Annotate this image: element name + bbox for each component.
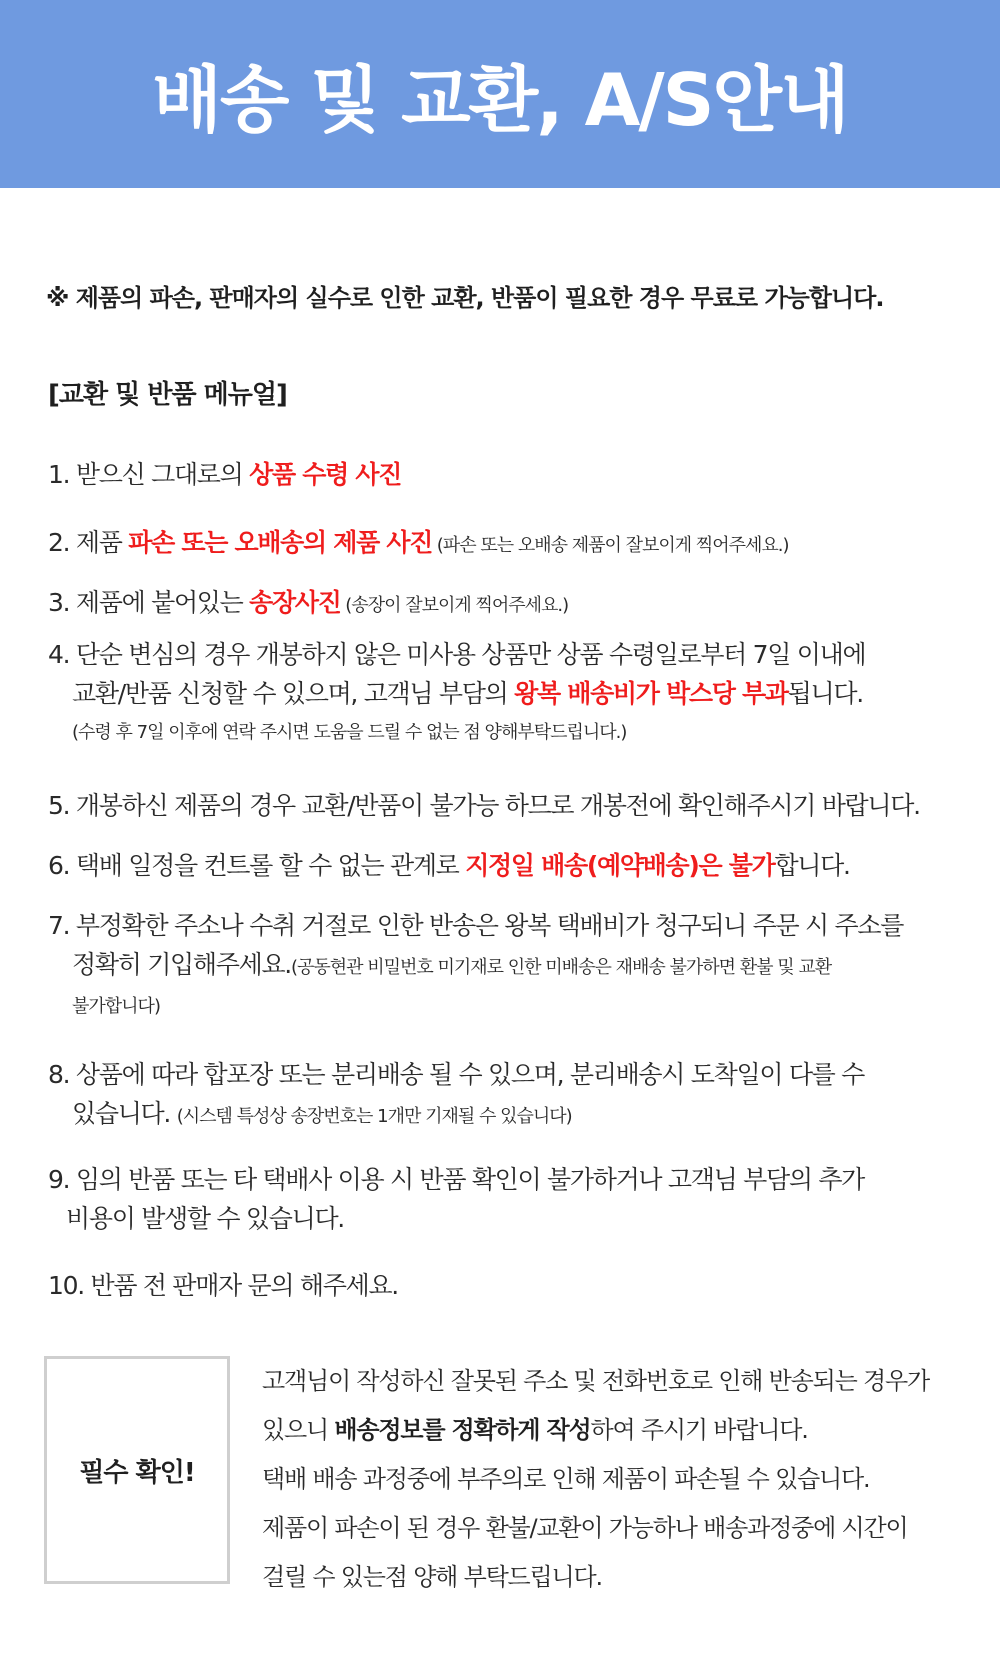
list-item-2 <box>48 523 978 565</box>
list-item-8 <box>48 1055 978 1136</box>
item-line-2: 비용이 발생할 수 있습니다. <box>66 1204 344 1233</box>
list-item-7 <box>48 906 978 1026</box>
check-text: 하여 주시기 바랍니다. <box>590 1416 808 1444</box>
item-text: 됩니다. <box>787 679 863 708</box>
check-line-1: 고객님이 작성하신 잘못된 주소 및 전화번호로 인해 반송되는 경우가 <box>262 1367 929 1395</box>
check-text: 있으니 <box>262 1416 335 1444</box>
list-item-6 <box>48 846 978 885</box>
item-line-2 <box>48 1094 978 1136</box>
list-item-9 <box>48 1160 978 1238</box>
list-item-3 <box>48 583 978 625</box>
item-highlight: 왕복 배송비가 박스당 부과 <box>514 679 788 708</box>
item-text: 9. 임의 반품 또는 타 택배사 이용 시 반품 확인이 불가하거나 고객님 부담의 추가 <box>48 1165 865 1194</box>
item-highlight: 지정일 배송(예약배송)은 불가 <box>465 851 775 880</box>
check-line-3: 택배 배송 과정중에 부주의로 인해 제품이 파손될 수 있습니다. <box>262 1465 870 1493</box>
item-text: 4. 단순 변심의 경우 개봉하지 않은 미사용 상품만 상품 수령일로부터 7일 이내에 <box>48 640 866 669</box>
item-text: 5. 개봉하신 제품의 경우 교환/반품이 불가능 하므로 개봉전에 확인해주시기 바랍니다. <box>48 791 920 820</box>
page-title: 배송 및 교환, A/S안내 <box>152 58 848 142</box>
item-note: 불가합니다) <box>72 996 160 1017</box>
item-line-2 <box>48 945 978 987</box>
item-text: 있습니다. <box>72 1099 177 1128</box>
required-check-text <box>262 1357 982 1602</box>
item-text: 합니다. <box>774 851 850 880</box>
item-text: 10. 반품 전 판매자 문의 해주세요. <box>48 1271 398 1300</box>
item-text: 6. 택배 일정을 컨트롤 할 수 없는 관계로 <box>48 851 466 880</box>
item-text: 교환/반품 신청할 수 있으며, 고객님 부담의 <box>72 679 515 708</box>
check-line-5: 걸릴 수 있는점 양해 부탁드립니다. <box>262 1563 602 1591</box>
item-text: 1. 받으신 그대로의 <box>48 460 250 489</box>
required-check-box <box>44 1356 230 1584</box>
list-item-10 <box>48 1266 978 1305</box>
item-highlight: 송장사진 <box>249 588 341 617</box>
item-text: 7. 부정확한 주소나 수취 거절로 인한 반송은 왕복 택배비가 청구되니 주문 시 주소를 <box>48 911 904 940</box>
item-note: (수령 후 7일 이후에 연락 주시면 도움을 드릴 수 없는 점 양해부탁드립니다.) <box>72 722 627 743</box>
check-line-4: 제품이 파손이 된 경우 환불/교환이 가능하나 배송과정중에 시간이 <box>262 1514 908 1542</box>
free-exchange-notice: ※ 제품의 파손, 판매자의 실수로 인한 교환, 반품이 필요한 경우 무료로 가능합니다. <box>46 284 884 312</box>
item-highlight: 상품 수령 사진 <box>249 460 402 489</box>
check-emphasis: 배송정보를 정확하게 작성 <box>334 1416 591 1444</box>
item-text: 2. 제품 <box>48 528 129 557</box>
item-note: (파손 또는 오배송 제품이 잘보이게 찍어주세요.) <box>432 535 789 556</box>
item-note: (공동현관 비밀번호 미기재로 인한 미배송은 재배송 불가하면 환불 및 교환 <box>290 957 832 978</box>
item-text: 3. 제품에 붙어있는 <box>48 588 250 617</box>
item-note: (시스템 특성상 송장번호는 1개만 기재될 수 있습니다) <box>176 1106 572 1127</box>
list-item-5 <box>48 786 978 825</box>
list-item-4 <box>48 635 978 752</box>
check-line-2 <box>262 1406 982 1455</box>
header-banner <box>0 0 1000 188</box>
required-check-label: 필수 확인! <box>79 1457 195 1488</box>
item-note: (송장이 잘보이게 찍어주세요.) <box>340 595 569 616</box>
section-title: [교환 및 반품 메뉴얼] <box>48 380 287 410</box>
item-highlight: 파손 또는 오배송의 제품 사진 <box>128 528 433 557</box>
item-text: 8. 상품에 따라 합포장 또는 분리배송 될 수 있으며, 분리배송시 도착일이 다를 수 <box>48 1060 865 1089</box>
item-text: 정확히 기입해주세요. <box>72 950 291 979</box>
list-item-1 <box>48 455 978 494</box>
item-line-2 <box>48 674 978 713</box>
